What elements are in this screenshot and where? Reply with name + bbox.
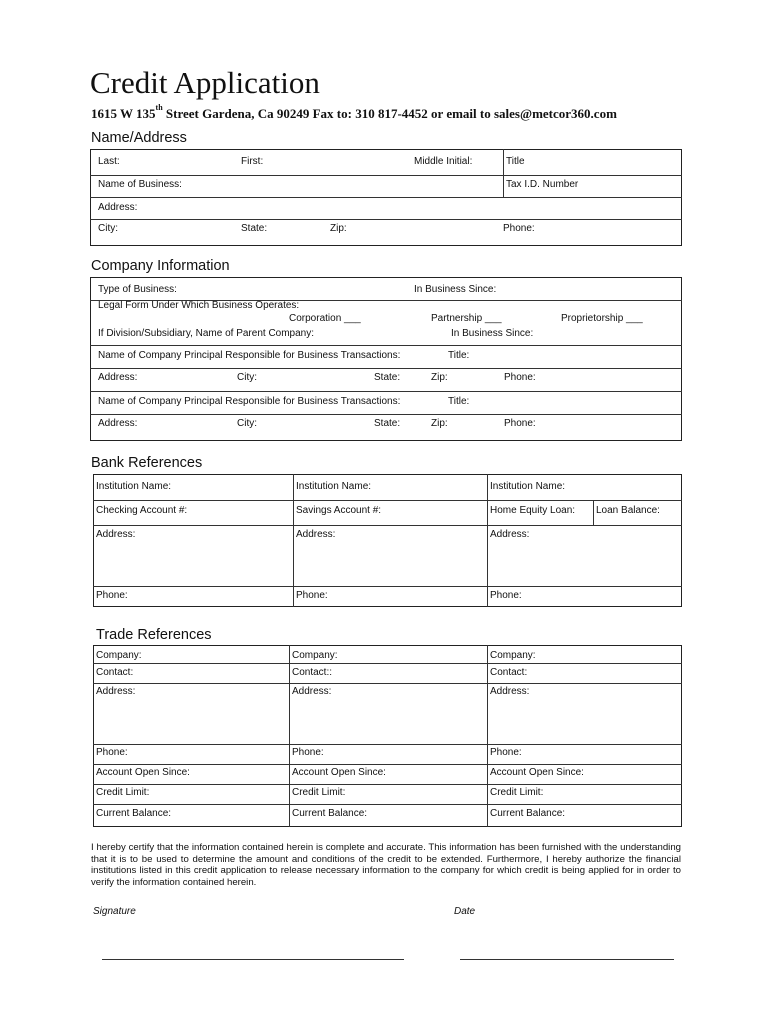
bank3-phone-field[interactable]: Phone: <box>490 590 522 601</box>
phone-field[interactable]: Phone: <box>503 223 535 234</box>
divider <box>90 175 682 176</box>
principal-phone-field[interactable]: Phone: <box>504 372 536 383</box>
bank1-institution-field[interactable]: Institution Name: <box>96 481 172 492</box>
bank2-phone-field[interactable]: Phone: <box>296 590 328 601</box>
trade1-address-field[interactable]: Address: <box>96 686 136 697</box>
trade3-company-field[interactable]: Company: <box>490 650 536 661</box>
trade2-company-field[interactable]: Company: <box>292 650 338 661</box>
divider <box>293 474 294 607</box>
principal2-state-field[interactable]: State: <box>374 418 401 429</box>
trade2-contact-field[interactable]: Contact:: <box>292 667 333 678</box>
divider <box>90 391 682 392</box>
principal-zip-field[interactable]: Zip: <box>431 372 448 383</box>
trade3-balance-field[interactable]: Current Balance: <box>490 808 566 819</box>
divider <box>487 645 488 827</box>
legal-form-label: Legal Form Under Which Business Operates: <box>98 300 300 311</box>
parent-company-field[interactable]: If Division/Subsidiary, Name of Parent Company: <box>98 328 315 339</box>
title-field[interactable]: Title <box>506 156 525 167</box>
bank1-address-field[interactable]: Address: <box>96 529 136 540</box>
divider <box>90 345 682 346</box>
divider <box>93 784 682 785</box>
principal-title-field[interactable]: Title: <box>448 350 470 361</box>
in-business-since-field[interactable]: In Business Since: <box>414 284 497 295</box>
date-label: Date <box>454 906 476 917</box>
divider <box>93 744 682 745</box>
principal2-zip-field[interactable]: Zip: <box>431 418 448 429</box>
trade2-address-field[interactable]: Address: <box>292 686 332 697</box>
date-line[interactable] <box>460 959 674 960</box>
divider <box>90 414 682 415</box>
divider <box>93 764 682 765</box>
bank-references-box <box>93 474 682 607</box>
principal2-phone-field[interactable]: Phone: <box>504 418 536 429</box>
trade3-phone-field[interactable]: Phone: <box>490 747 522 758</box>
first-name-field[interactable]: First: <box>241 156 264 167</box>
company-info-heading: Company Information <box>91 258 230 274</box>
principal2-city-field[interactable]: City: <box>237 418 257 429</box>
loan-balance-field[interactable]: Loan Balance: <box>596 505 660 516</box>
signature-label: Signature <box>93 906 136 917</box>
trade2-phone-field[interactable]: Phone: <box>292 747 324 758</box>
name-address-heading: Name/Address <box>91 130 187 146</box>
trade-references-heading: Trade References <box>96 627 212 643</box>
divider <box>93 663 682 664</box>
divider <box>90 197 682 198</box>
signature-line[interactable] <box>102 959 404 960</box>
trade1-credit-limit-field[interactable]: Credit Limit: <box>96 787 150 798</box>
corporation-option[interactable]: Corporation ___ <box>289 313 361 324</box>
divider <box>93 804 682 805</box>
trade2-credit-limit-field[interactable]: Credit Limit: <box>292 787 346 798</box>
tax-id-field[interactable]: Tax I.D. Number <box>506 179 579 190</box>
divider <box>289 645 290 827</box>
trade1-phone-field[interactable]: Phone: <box>96 747 128 758</box>
address-field[interactable]: Address: <box>98 202 138 213</box>
divider <box>90 368 682 369</box>
principal2-address-field[interactable]: Address: <box>98 418 138 429</box>
trade3-open-since-field[interactable]: Account Open Since: <box>490 767 584 778</box>
city-field[interactable]: City: <box>98 223 118 234</box>
checking-account-field[interactable]: Checking Account #: <box>96 505 188 516</box>
bank-references-heading: Bank References <box>91 455 203 471</box>
trade3-credit-limit-field[interactable]: Credit Limit: <box>490 787 544 798</box>
principal2-title-field[interactable]: Title: <box>448 396 470 407</box>
bank3-address-field[interactable]: Address: <box>490 529 530 540</box>
zip-field[interactable]: Zip: <box>330 223 347 234</box>
trade1-company-field[interactable]: Company: <box>96 650 142 661</box>
trade2-open-since-field[interactable]: Account Open Since: <box>292 767 386 778</box>
address-prefix: 1615 W 135 <box>91 106 156 121</box>
principal-city-field[interactable]: City: <box>237 372 257 383</box>
trade3-address-field[interactable]: Address: <box>490 686 530 697</box>
last-name-field[interactable]: Last: <box>98 156 120 167</box>
divider <box>503 149 504 197</box>
home-equity-field[interactable]: Home Equity Loan: <box>490 505 576 516</box>
trade1-open-since-field[interactable]: Account Open Since: <box>96 767 190 778</box>
divider <box>93 500 682 501</box>
divider <box>593 500 594 525</box>
divider <box>93 683 682 684</box>
divider <box>93 525 682 526</box>
trade1-balance-field[interactable]: Current Balance: <box>96 808 172 819</box>
trade3-contact-field[interactable]: Contact: <box>490 667 528 678</box>
middle-initial-field[interactable]: Middle Initial: <box>414 156 473 167</box>
parent-since-field[interactable]: In Business Since: <box>451 328 534 339</box>
company-address-line <box>91 103 617 122</box>
partnership-option[interactable]: Partnership ___ <box>431 313 502 324</box>
principal2-name-field[interactable]: Name of Company Principal Responsible for Business Transactions: <box>98 396 401 407</box>
principal-state-field[interactable]: State: <box>374 372 401 383</box>
address-rest: Street Gardena, Ca 90249 Fax to: 310 817-4452 or email to sales@metcor360.com <box>162 106 617 121</box>
savings-account-field[interactable]: Savings Account #: <box>296 505 382 516</box>
page-title: Credit Application <box>90 65 320 100</box>
bank2-institution-field[interactable]: Institution Name: <box>296 481 372 492</box>
trade1-contact-field[interactable]: Contact: <box>96 667 134 678</box>
divider <box>90 219 682 220</box>
proprietorship-option[interactable]: Proprietorship ___ <box>561 313 643 324</box>
certification-text: I hereby certify that the information contained herein is complete and accurate. This information has been furnished with the understanding that it is to be used to determine the amount and conditions of the credit to be extended. Furthermore, I hereby authorize the financial institutions listed in this credit application to release necessary information to the company for which credit is being applied for in order to verify the information contained herein. <box>91 842 681 888</box>
trade-references-box <box>93 645 682 827</box>
state-field[interactable]: State: <box>241 223 268 234</box>
bank2-address-field[interactable]: Address: <box>296 529 336 540</box>
address-superscript: th <box>155 103 163 112</box>
business-name-field[interactable]: Name of Business: <box>98 179 182 190</box>
business-type-field[interactable]: Type of Business: <box>98 284 177 295</box>
bank1-phone-field[interactable]: Phone: <box>96 590 128 601</box>
principal-name-field[interactable]: Name of Company Principal Responsible for Business Transactions: <box>98 350 401 361</box>
divider <box>93 586 682 587</box>
principal-address-field[interactable]: Address: <box>98 372 138 383</box>
trade2-balance-field[interactable]: Current Balance: <box>292 808 368 819</box>
divider <box>487 474 488 607</box>
bank3-institution-field[interactable]: Institution Name: <box>490 481 566 492</box>
